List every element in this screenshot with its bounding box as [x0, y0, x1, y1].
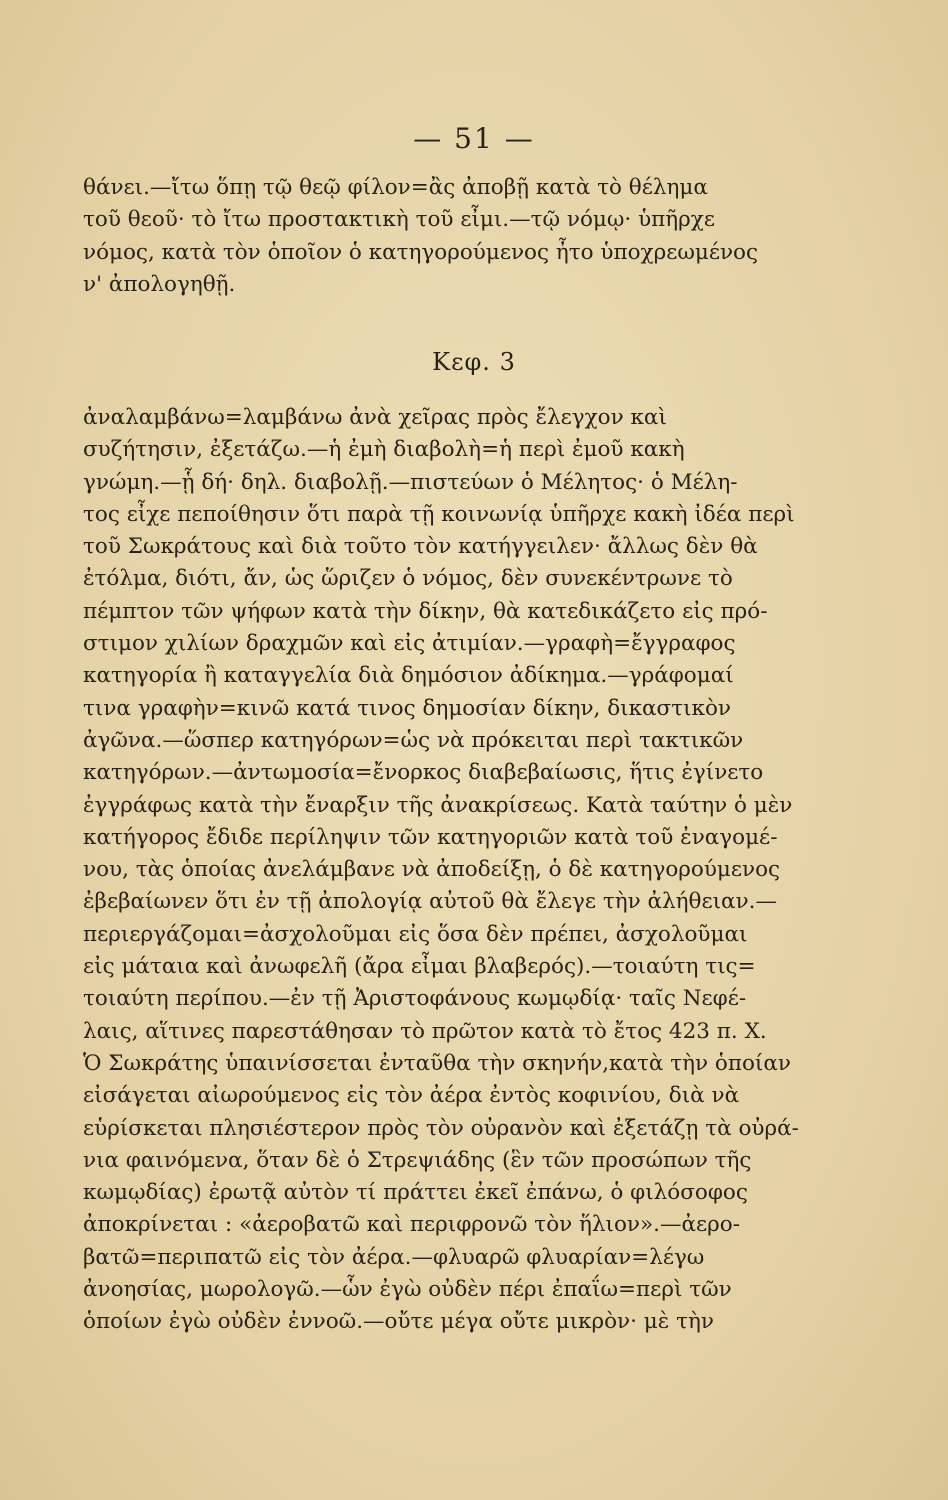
text-line: τος εἶχε πεποίθησιν ὅτι παρὰ τῇ κοινωνίᾳ ὑπῆρχε κακὴ ἰδέα περὶ — [83, 501, 795, 527]
text-line: νου, τὰς ὁποίας ἀνελάμβανε νὰ ἀποδείξῃ, ὁ δὲ κατηγορούμενος — [83, 857, 781, 883]
text-line: βατῶ=περιπατῶ εἰς τὸν ἀέρα.—φλυαρῶ φλυαρίαν=λέγω — [83, 1244, 705, 1270]
text-line: ὁποίων ἐγὼ οὐδὲν ἐννοῶ.—οὔτε μέγα οὔτε μικρὸν· μὲ τὴν — [83, 1309, 714, 1335]
text-line: τοῦ Σωκράτους καὶ διὰ τοῦτο τὸν κατήγγειλεν· ἄλλως δὲν θὰ — [83, 534, 758, 560]
text-line: εὑρίσκεται πλησιέστερον πρὸς τὸν οὐρανὸν καὶ ἐξετάζῃ τὰ οὐρά- — [83, 1115, 799, 1141]
text-line: κατηγορία ἢ καταγγελία διὰ δημόσιον ἀδίκημα.—γράφομαί — [83, 663, 734, 689]
commentary-paragraph — [83, 402, 813, 1339]
text-line: ἐβεβαίωνεν ὅτι ἐν τῇ ἀπολογίᾳ αὐτοῦ θὰ ἔλεγε τὴν ἀλήθειαν.— — [83, 889, 777, 915]
text-line: ν' ἀπολογηθῇ. — [83, 271, 236, 297]
text-line: πέμπτον τῶν ψήφων κατὰ τὴν δίκην, θὰ κατεδικάζετο εἰς πρό- — [83, 598, 768, 624]
intro-paragraph — [83, 172, 813, 301]
text-line: κωμῳδίας) ἐρωτᾷ αὐτὸν τί πράττει ἐκεῖ ἐπάνω, ὁ φιλόσοφος — [83, 1180, 748, 1206]
text-line: στιμον χιλίων δραχμῶν καὶ εἰς ἀτιμίαν.—γραφὴ=ἔγγραφος — [83, 631, 736, 657]
text-line: συζήτησιν, ἐξετάζω.—ἡ ἐμὴ διαβολὴ=ἡ περὶ ἐμοῦ κακὴ — [83, 437, 685, 463]
text-line: τοῦ θεοῦ· τὸ ἴτω προστακτικὴ τοῦ εἶμι.—τῷ νόμῳ· ὑπῆρχε — [83, 207, 715, 233]
text-line: νόμος, κατὰ τὸν ὁποῖον ὁ κατηγορούμενος ἦτο ὑποχρεωμένος — [83, 239, 759, 265]
text-line: ἐτόλμα, διότι, ἄν, ὡς ὥριζεν ὁ νόμος, δὲν συνεκέντρωνε τὸ — [83, 566, 733, 592]
text-line: ἐγγράφως κατὰ τὴν ἔναρξιν τῆς ἀνακρίσεως. Κατὰ ταύτην ὁ μὲν — [83, 792, 793, 818]
text-line: ἀναλαμβάνω=λαμβάνω ἀνὰ χεῖρας πρὸς ἔλεγχον καὶ — [83, 405, 667, 430]
text-line: κατηγόρων.—ἀντωμοσία=ἔνορκος διαβεβαίωσις, ἥτις ἐγίνετο — [83, 760, 764, 786]
text-line: ἀνοησίας, μωρολογῶ.—ὧν ἐγὼ οὐδὲν πέρι ἐπαΐω=περὶ τῶν — [83, 1277, 732, 1303]
text-line: τοιαύτη περίπου.—ἐν τῇ Ἀριστοφάνους κωμῳδίᾳ· ταῖς Νεφέ- — [83, 986, 747, 1012]
text-line: περιεργάζομαι=ἀσχολοῦμαι εἰς ὅσα δὲν πρέπει, ἀσχολοῦμαι — [83, 921, 748, 947]
text-line: ἀποκρίνεται : «ἀεροβατῶ καὶ περιφρονῶ τὸν ἥλιον».—ἀερο- — [83, 1212, 740, 1238]
text-line: εἰς μάταια καὶ ἀνωφελῆ (ἄρα εἶμαι βλαβερός).—τοιαύτη τις= — [83, 954, 756, 980]
text-line: ἀγῶνα.—ὥσπερ κατηγόρων=ὡς νὰ πρόκειται περὶ τακτικῶν — [83, 727, 744, 753]
text-line: θάνει.—ἴτω ὅπῃ τῷ θεῷ φίλον=ἂς ἀποβῇ κατὰ τὸ θέλημα — [83, 175, 708, 200]
text-line: Ὁ Σωκράτης ὑπαινίσσεται ἐνταῦθα τὴν σκηνήν,κατὰ τὴν ὁποίαν — [83, 1050, 791, 1076]
chapter-heading: Κεφ. 3 — [432, 348, 516, 376]
page-number: — 51 — — [413, 122, 535, 155]
text-line: γνώμη.—ᾗ δή· δηλ. διαβολῇ.—πιστεύων ὁ Μέλητος· ὁ Μέλη- — [83, 469, 738, 495]
text-line: εἰσάγεται αἰωρούμενος εἰς τὸν ἀέρα ἐντὸς κοφινίου, διὰ νὰ — [83, 1083, 740, 1109]
text-line: τινα γραφὴν=κινῶ κατά τινος δημοσίαν δίκην, δικαστικὸν — [83, 695, 731, 721]
text-line: κατήγορος ἔδιδε περίληψιν τῶν κατηγοριῶν κατὰ τοῦ ἐναγομέ- — [83, 824, 778, 850]
text-line: λαις, αἵτινες παρεστάθησαν τὸ πρῶτον κατὰ τὸ ἔτος 423 π. Χ. — [83, 1018, 767, 1044]
text-line: νια φαινόμενα, ὅταν δὲ ὁ Στρεψιάδης (ἓν τῶν προσώπων τῆς — [83, 1147, 752, 1173]
